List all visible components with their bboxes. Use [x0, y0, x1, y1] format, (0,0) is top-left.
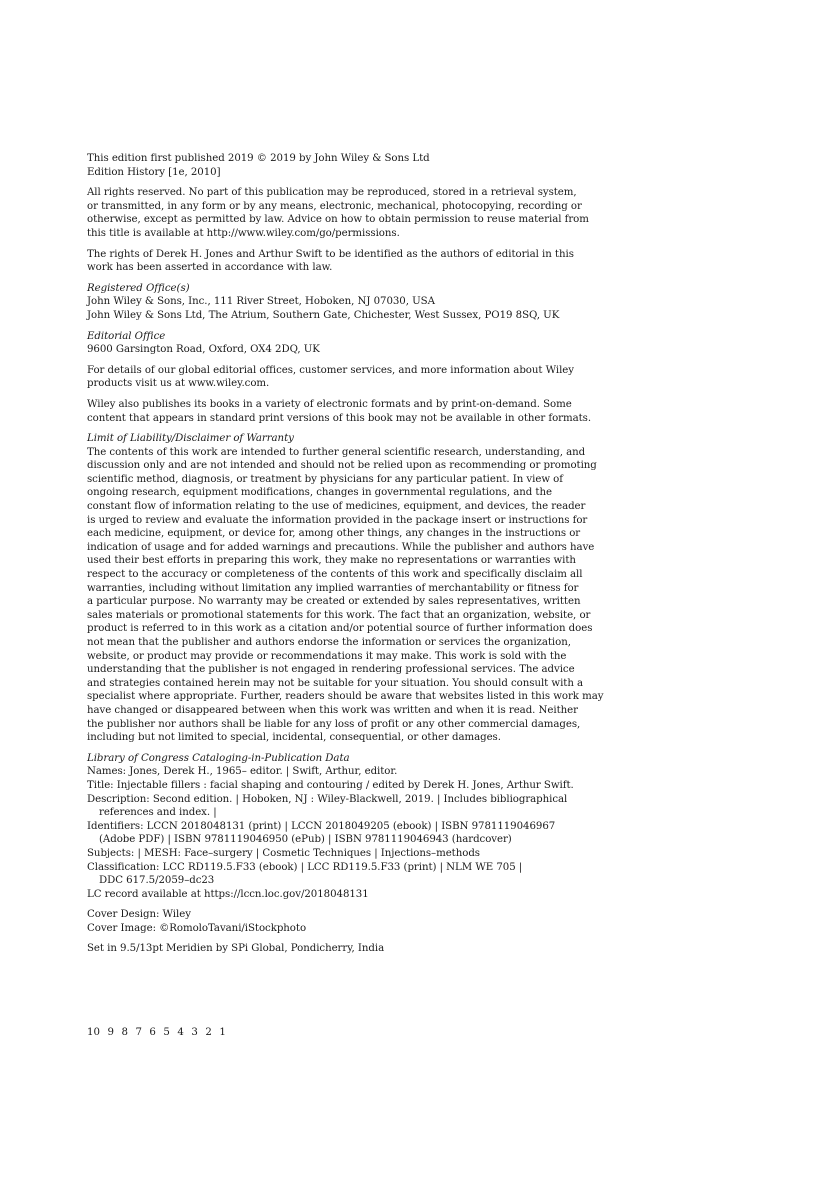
copyright-text: [87, 152, 632, 963]
typeset-line: Set in 9.5/13pt Meridien by SPi Global, Pondicherry, India: [87, 943, 385, 955]
authors-rights-block: [87, 248, 632, 275]
cip-classification: Classification: LCC RD119.5.F33 (ebook) | LCC RD119.5.F33 (print) | NLM WE 705 |: [87, 861, 523, 873]
cip-lc-record: LC record available at https://lccn.loc.gov/2018048131: [87, 888, 369, 900]
liability-line: website, or product may provide or recommendations it may make. This work is sold with the: [87, 650, 567, 662]
liability-line: is urged to review and evaluate the information provided in the package insert or instructions for: [87, 514, 588, 526]
printer-key-number: 6: [149, 1027, 156, 1038]
liability-line: not mean that the publisher and authors endorse the information or services the organization,: [87, 637, 571, 648]
liability-line: respect to the accuracy or completeness of the contents of this work and specifically disclaim all: [87, 569, 583, 581]
printer-key-number: 7: [135, 1027, 142, 1038]
liability-line: product is referred to in this work as a citation and/or potential source of further information does: [87, 623, 593, 635]
printer-key-number: 5: [163, 1027, 170, 1038]
liability-block: [87, 432, 632, 745]
liability-line: the publisher nor authors shall be liable for any loss of profit or any other commercial damages,: [87, 718, 581, 730]
rights-block: [87, 186, 632, 240]
cip-heading: Library of Congress Cataloging-in-Publication Data: [87, 752, 350, 764]
cover-design: Cover Design: Wiley: [87, 909, 191, 921]
printer-key-number: 1: [219, 1027, 226, 1038]
cip-description: Description: Second edition. | Hoboken, NJ : Wiley-Blackwell, 2019. | Includes bibliographical: [87, 793, 568, 805]
authors-rights-line: work has been asserted in accordance with law.: [87, 262, 333, 274]
liability-line: sales materials or promotional statements for this work. The fact that an organization, website, or: [87, 609, 591, 621]
printer-key-number: 9: [107, 1027, 114, 1038]
typeset-block: [87, 942, 632, 956]
liability-line: understanding that the publisher is not engaged in rendering professional services. The advice: [87, 664, 575, 676]
rights-line: this title is available at http://www.wiley.com/go/permissions.: [87, 227, 400, 239]
edition-line: This edition first published 2019 © 2019 by John Wiley & Sons Ltd: [87, 153, 430, 164]
rights-line: or transmitted, in any form or by any means, electronic, mechanical, photocopying, recording or: [87, 200, 582, 212]
cip-classification-cont: DDC 617.5/2059–dc23: [99, 875, 215, 887]
editorial-office-block: [87, 330, 632, 357]
authors-rights-line: The rights of Derek H. Jones and Arthur Swift to be identified as the authors of editorial in this: [87, 248, 574, 260]
cip-identifiers-cont: (Adobe PDF) | ISBN 9781119046950 (ePub) | ISBN 9781119046943 (hardcover): [99, 834, 512, 846]
cip-description-cont: references and index. |: [99, 807, 217, 819]
cover-image-credit: Cover Image: ©RomoloTavani/iStockphoto: [87, 922, 307, 934]
editorial-office-address: 9600 Garsington Road, Oxford, OX4 2DQ, UK: [87, 344, 320, 356]
cip-names: Names: Jones, Derek H., 1965– editor. | Swift, Arthur, editor.: [87, 766, 398, 778]
formats-line: content that appears in standard print versions of this book may not be available in other formats.: [87, 412, 592, 424]
registered-office-block: [87, 282, 632, 323]
details-line: For details of our global editorial offices, customer services, and more information about Wiley: [87, 364, 574, 376]
cover-block: [87, 908, 632, 935]
liability-line: used their best efforts in preparing this work, they make no representations or warranties with: [87, 555, 576, 567]
registered-office-heading: Registered Office(s): [87, 282, 190, 294]
edition-block: [87, 152, 632, 179]
liability-line: constant flow of information relating to the use of medicines, equipment, and devices, the reader: [87, 501, 586, 513]
liability-line: have changed or disappeared between when this work was written and when it is read. Neither: [87, 704, 578, 716]
editorial-office-heading: Editorial Office: [87, 330, 166, 342]
formats-block: [87, 398, 632, 425]
printer-key-number: 8: [121, 1027, 128, 1038]
liability-line: including but not limited to special, incidental, consequential, or other damages.: [87, 732, 501, 744]
printer-key-number: 10: [87, 1027, 100, 1038]
printer-key: [87, 1026, 233, 1040]
rights-line: All rights reserved. No part of this publication may be reproduced, stored in a retrieval system,: [87, 187, 577, 199]
liability-line: each medicine, equipment, or device for, among other things, any changes in the instructions or: [87, 528, 581, 540]
liability-line: and strategies contained herein may not be suitable for your situation. You should consult with a: [87, 677, 584, 689]
printer-key-number: 3: [191, 1027, 198, 1038]
rights-line: otherwise, except as permitted by law. Advice on how to obtain permission to reuse material from: [87, 214, 589, 226]
liability-line: warranties, including without limitation any implied warranties of merchantability or fitness for: [87, 582, 579, 594]
liability-line: a particular purpose. No warranty may be created or extended by sales representatives, written: [87, 596, 581, 608]
cip-subjects: Subjects: | MESH: Face–surgery | Cosmetic Techniques | Injections–methods: [87, 847, 480, 859]
liability-line: indication of usage and for added warnings and precautions. While the publisher and authors have: [87, 541, 595, 553]
liability-line: specialist where appropriate. Further, readers should be aware that websites listed in this work may: [87, 691, 604, 703]
printer-key-number: 4: [177, 1027, 184, 1038]
liability-heading: Limit of Liability/Disclaimer of Warranty: [87, 433, 294, 445]
liability-line: The contents of this work are intended to further general scientific research, understanding, and: [87, 446, 586, 458]
cip-identifiers: Identifiers: LCCN 2018048131 (print) | LCCN 2018049205 (ebook) | ISBN 9781119046967: [87, 820, 556, 832]
liability-line: scientific method, diagnosis, or treatment by physicians for any particular patient. In view of: [87, 473, 563, 485]
cip-block: [87, 752, 632, 902]
registered-office-address: John Wiley & Sons, Inc., 111 River Street, Hoboken, NJ 07030, USA: [87, 296, 435, 308]
registered-office-address: John Wiley & Sons Ltd, The Atrium, Southern Gate, Chichester, West Sussex, PO19 8SQ, UK: [87, 309, 560, 321]
printer-key-number: 2: [205, 1027, 212, 1038]
liability-line: ongoing research, equipment modifications, changes in governmental regulations, and the: [87, 487, 552, 499]
details-line: products visit us at www.wiley.com.: [87, 378, 270, 390]
details-block: [87, 364, 632, 391]
formats-line: Wiley also publishes its books in a variety of electronic formats and by print-on-demand. Some: [87, 398, 572, 410]
liability-line: discussion only and are not intended and should not be relied upon as recommending or promoting: [87, 460, 597, 472]
cip-title: Title: Injectable fillers : facial shaping and contouring / edited by Derek H. Jones, Arthur Swift.: [87, 779, 574, 791]
edition-history: Edition History [1e, 2010]: [87, 166, 221, 178]
